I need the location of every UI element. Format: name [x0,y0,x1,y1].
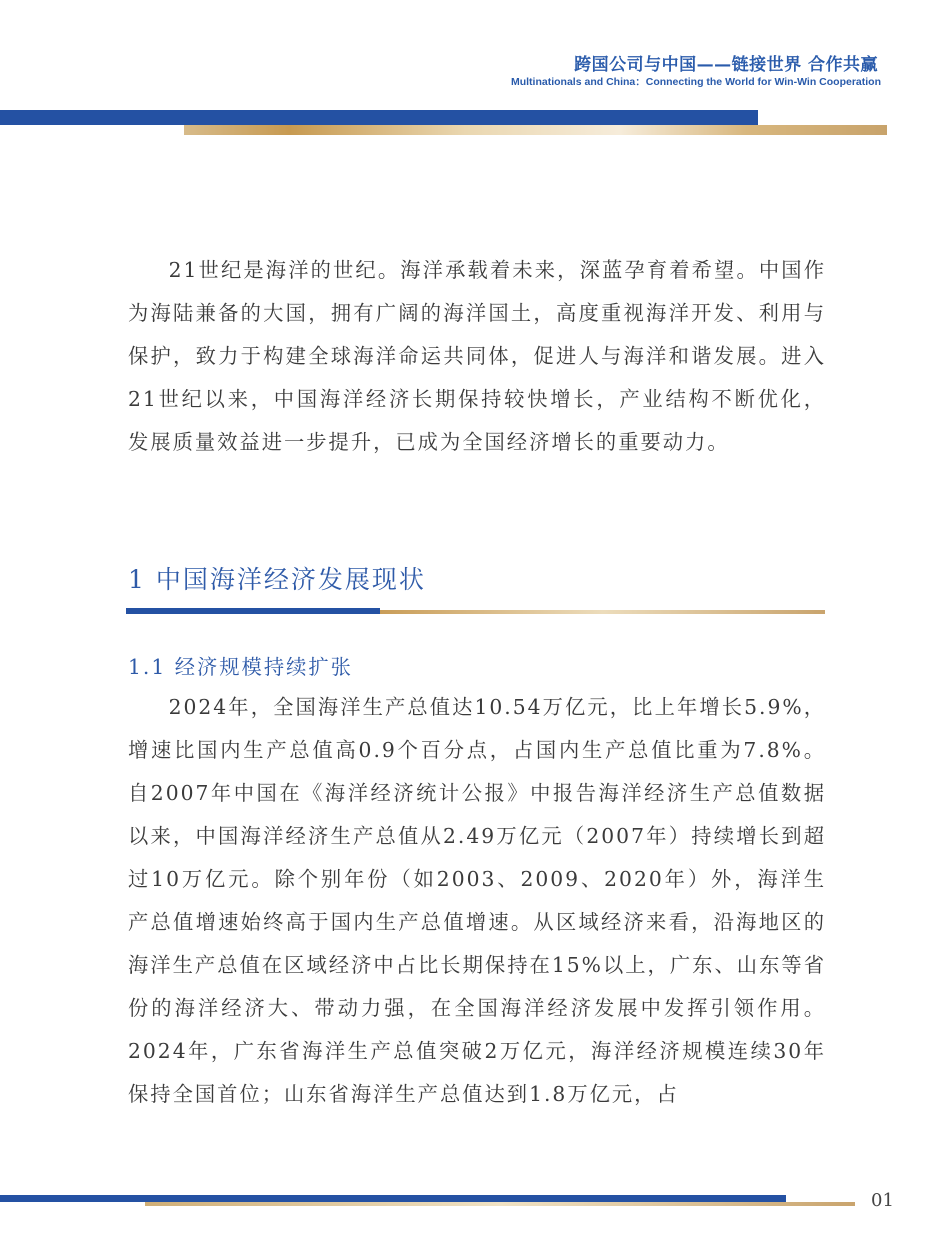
header-gold-band [184,125,887,135]
intro-paragraph: 21世纪是海洋的世纪。海洋承载着未来，深蓝孕育着希望。中国作为海陆兼备的大国，拥有广阔的海洋国土，高度重视海洋开发、利用与保护，致力于构建全球海洋命运共同体，促进人与海洋和谐发展。进入21世纪以来，中国海洋经济长期保持较快增长，产业结构不断优化，发展质量效益进一步提升，已成为全国经济增长的重要动力。 [128,258,826,454]
header-subtitle: Multinationals and China：Connecting the World for Win-Win Cooperation [510,76,881,88]
section-rule-gold [380,610,825,614]
page-number: 01 [871,1190,894,1211]
section-rule-blue [126,608,380,614]
section-heading: 1 中国海洋经济发展现状 [128,565,426,594]
header-title: 跨国公司与中国——链接世界 合作共赢 [574,55,878,75]
header-blue-band [0,110,758,125]
body-paragraph: 2024年，全国海洋生产总值达10.54万亿元，比上年增长5.9%，增速比国内生产总值高0.9个百分点，占国内生产总值比重为7.8%。自2007年中国在《海洋经济统计公报》中报告海洋经济生产总值数据以来，中国海洋经济生产总值从2.49万亿元（2007年）持续增长到超过10万亿元。除个别年份（如2003、2009、2020年）外，海洋生产总值增速始终高于国内生产总值增速。从区域经济来看，沿海地区的海洋生产总值在区域经济中占比长期保持在15%以上，广东、山东等省份的海洋经济大、带动力强，在全国海洋经济发展中发挥引领作用。2024年，广东省海洋生产总值突破2万亿元，海洋经济规模连续30年保持全国首位；山东省海洋生产总值达到1.8万亿元，占 [128,695,826,1106]
subsection-heading: 1.1 经济规模持续扩张 [128,655,353,679]
footer-gold-band [145,1202,855,1206]
footer-blue-band [0,1195,786,1202]
